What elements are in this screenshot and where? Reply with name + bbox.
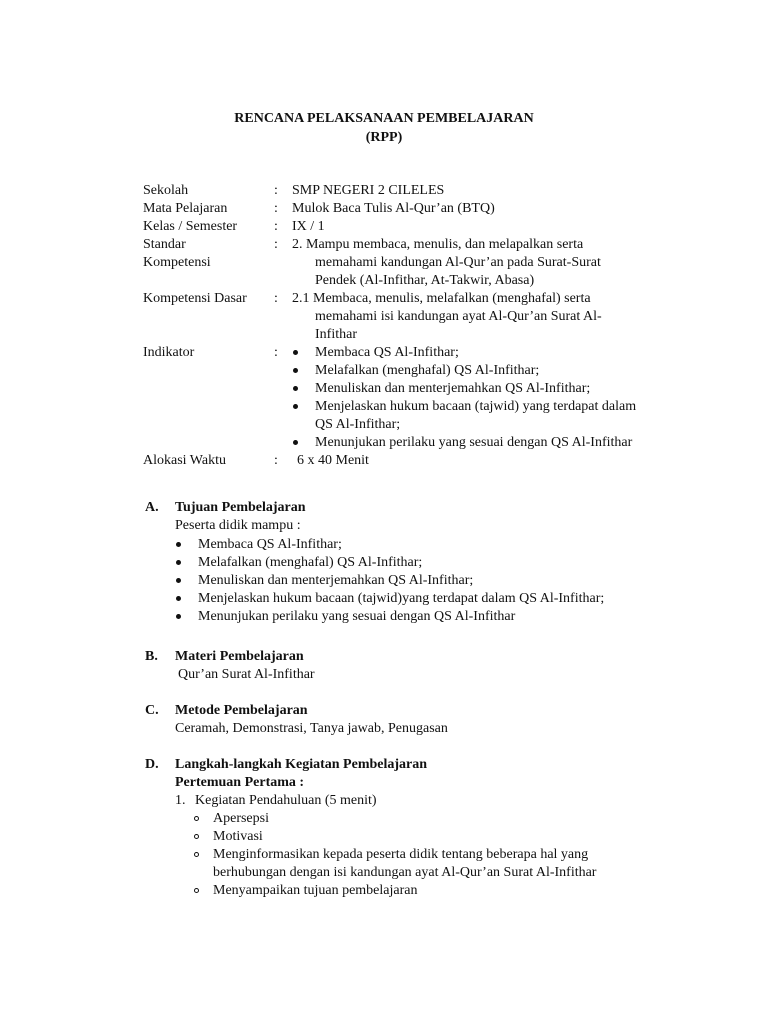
- section-text: Ceramah, Demonstrasi, Tanya jawab, Penugasan: [175, 721, 448, 736]
- value-sk-line3: Pendek (Al-Infithar, At-Takwir, Abasa): [315, 273, 535, 288]
- bullet-icon: [194, 816, 199, 821]
- tujuan-item: Menuliskan dan menterjemahkan QS Al-Infithar;: [198, 573, 474, 588]
- document-title: RENCANA PELAKSANAAN PEMBELAJARAN: [234, 111, 534, 126]
- value-alokasi: 6 x 40 Menit: [297, 453, 369, 468]
- indikator-item: Menuliskan dan menterjemahkan QS Al-Infithar;: [315, 381, 591, 396]
- indikator-item-continuation: QS Al-Infithar;: [315, 417, 401, 432]
- bullet-icon: [176, 614, 181, 619]
- section-text: Qur’an Surat Al-Infithar: [178, 667, 315, 682]
- section-heading: Metode Pembelajaran: [175, 703, 308, 718]
- indikator-item: Menjelaskan hukum bacaan (tajwid) yang terdapat dalam: [315, 399, 637, 414]
- value-sk-line1: 2. Mampu membaca, menulis, dan melapalkan serta: [292, 237, 584, 252]
- bullet-icon: [293, 350, 298, 355]
- bullet-icon: [293, 440, 298, 445]
- section-letter: B.: [145, 649, 158, 664]
- colon: :: [274, 237, 278, 252]
- value-kd-line1: 2.1 Membaca, menulis, melafalkan (menghafal) serta: [292, 291, 591, 306]
- value-kelas: IX / 1: [292, 219, 325, 234]
- section-heading: Materi Pembelajaran: [175, 649, 304, 664]
- section-letter: D.: [145, 757, 159, 772]
- section-intro: Peserta didik mampu :: [175, 518, 301, 533]
- label-sekolah: Sekolah: [143, 183, 189, 198]
- label-kompetensi: Kompetensi: [143, 255, 211, 270]
- document-subtitle: (RPP): [365, 130, 403, 145]
- label-standar: Standar: [143, 237, 186, 252]
- bullet-icon: [176, 596, 181, 601]
- label-mapel: Mata Pelajaran: [143, 201, 228, 216]
- bullet-icon: [194, 834, 199, 839]
- tujuan-item: Menjelaskan hukum bacaan (tajwid)yang terdapat dalam QS Al-Infithar;: [198, 591, 605, 606]
- kegiatan-item: Motivasi: [213, 829, 263, 844]
- colon: :: [274, 201, 278, 216]
- value-sk-line2: memahami kandungan Al-Qur’an pada Surat-Surat: [315, 255, 601, 270]
- section-heading: Tujuan Pembelajaran: [175, 500, 306, 515]
- bullet-icon: [293, 404, 298, 409]
- colon: :: [274, 183, 278, 198]
- tujuan-item: Menunjukan perilaku yang sesuai dengan QS Al-Infithar: [198, 609, 516, 624]
- label-indikator: Indikator: [143, 345, 195, 360]
- section-subheading: Pertemuan Pertama :: [175, 775, 305, 790]
- colon: :: [274, 345, 278, 360]
- bullet-icon: [293, 386, 298, 391]
- value-kd-line2: memahami isi kandungan ayat Al-Qur’an Surat Al-: [315, 309, 602, 324]
- value-sekolah: SMP NEGERI 2 CILELES: [292, 183, 445, 198]
- section-letter: A.: [145, 500, 159, 515]
- step-title: Kegiatan Pendahuluan (5 menit): [195, 793, 377, 808]
- label-alokasi: Alokasi Waktu: [143, 453, 226, 468]
- bullet-icon: [194, 888, 199, 893]
- value-kd-line3: Infithar: [315, 327, 357, 342]
- bullet-icon: [176, 542, 181, 547]
- label-kd: Kompetensi Dasar: [143, 291, 247, 306]
- indikator-item: Membaca QS Al-Infithar;: [315, 345, 459, 360]
- kegiatan-item: Menginformasikan kepada peserta didik tentang beberapa hal yang: [213, 847, 589, 862]
- colon: :: [274, 291, 278, 306]
- bullet-icon: [176, 560, 181, 565]
- value-mapel: Mulok Baca Tulis Al-Qur’an (BTQ): [292, 201, 495, 216]
- kegiatan-item-continuation: berhubungan dengan isi kandungan ayat Al-Qur’an Surat Al-Infithar: [213, 865, 597, 880]
- label-kelas: Kelas / Semester: [143, 219, 238, 234]
- colon: :: [274, 219, 278, 234]
- section-letter: C.: [145, 703, 159, 718]
- step-number: 1.: [175, 793, 186, 808]
- bullet-icon: [176, 578, 181, 583]
- tujuan-item: Membaca QS Al-Infithar;: [198, 537, 342, 552]
- kegiatan-item: Menyampaikan tujuan pembelajaran: [213, 883, 418, 898]
- bullet-icon: [293, 368, 298, 373]
- indikator-item: Melafalkan (menghafal) QS Al-Infithar;: [315, 363, 540, 378]
- bullet-icon: [194, 852, 199, 857]
- tujuan-item: Melafalkan (menghafal) QS Al-Infithar;: [198, 555, 423, 570]
- kegiatan-item: Apersepsi: [213, 811, 269, 826]
- section-heading: Langkah-langkah Kegiatan Pembelajaran: [175, 757, 428, 772]
- colon: :: [274, 453, 278, 468]
- indikator-item: Menunjukan perilaku yang sesuai dengan QS Al-Infithar: [315, 435, 633, 450]
